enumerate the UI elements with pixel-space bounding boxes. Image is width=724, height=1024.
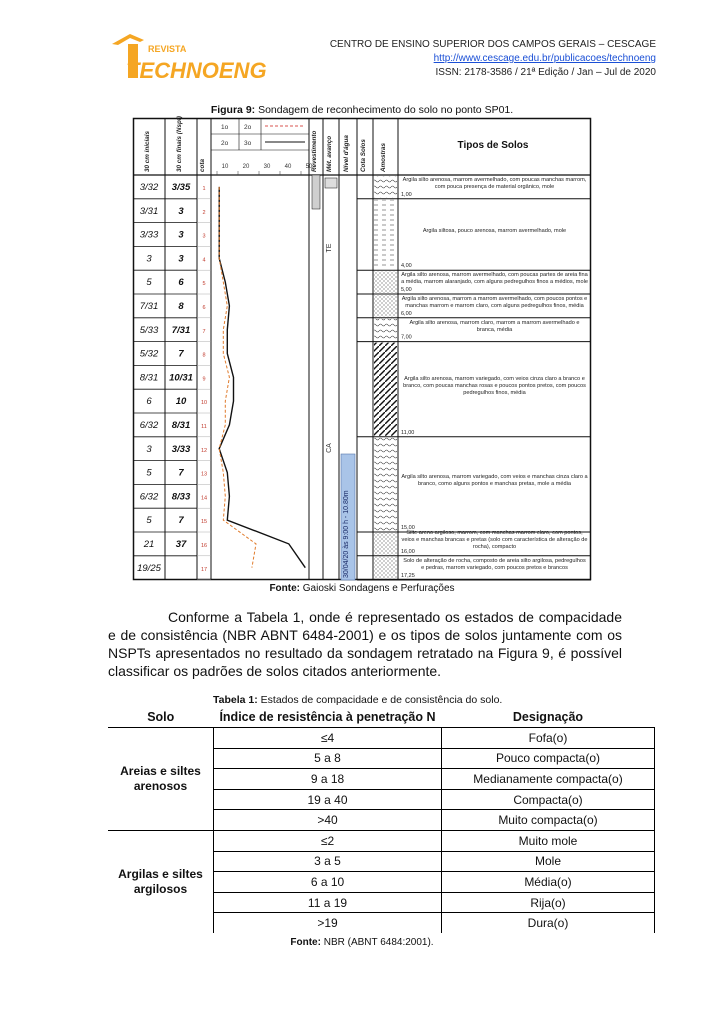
nspt-curve-dashed <box>219 187 256 568</box>
final-blows: 8 <box>178 301 184 312</box>
depth-index: 17 <box>200 566 208 573</box>
final-blows: 7/31 <box>171 324 191 336</box>
soil-group-clay: Argilas e siltes argilosos <box>118 866 203 896</box>
layer-description: Argila silto arenosa, marrom a marrom avermelhado, com poucos pontos e manchas marrom e marrom claro, com alguns pedregulhos finos, média <box>401 295 588 309</box>
scale-tick-label: 20 <box>242 164 250 170</box>
compactness-table <box>108 707 655 933</box>
layer-description-box <box>401 272 588 286</box>
column-header: 30 cm finais (Nspt) <box>176 116 183 172</box>
journal-link[interactable]: http://www.cescage.edu.br/publicacoes/technoeng <box>433 53 656 64</box>
final-blows: 3 <box>178 253 184 265</box>
scale-tick-label: 50 <box>305 164 313 170</box>
layer-depth: 6,00 <box>401 310 412 317</box>
casing-bar <box>312 175 320 209</box>
initial-blows: 5 <box>146 277 152 289</box>
header-solo: Solo <box>108 707 214 728</box>
borehole-log-drawing <box>133 118 591 580</box>
n-value: ≤4 <box>214 728 442 749</box>
page-header <box>330 38 656 80</box>
column-header: 30 cm iniciais <box>144 131 151 172</box>
layer-description-box <box>401 530 588 551</box>
figure-caption <box>0 104 724 116</box>
figure-source <box>0 583 724 594</box>
layer-description-box <box>401 558 588 572</box>
initial-blows: 6/32 <box>139 420 159 431</box>
layer-description-box <box>401 439 588 524</box>
sample-pattern <box>374 533 397 555</box>
table-caption-label: Tabela 1: <box>213 694 258 706</box>
scale-tick-label: 40 <box>284 164 292 170</box>
logo-small-text: REVISTA <box>148 44 187 54</box>
final-blows: 3/33 <box>171 443 191 455</box>
initial-blows: 8/31 <box>139 372 159 384</box>
table-source-label: Fonte: <box>290 937 321 948</box>
layer-depth: 1,00 <box>401 191 412 198</box>
layer-depth: 4,00 <box>401 263 412 270</box>
depth-index: 5 <box>202 281 206 288</box>
initial-blows: 19/25 <box>137 562 161 574</box>
nspt-curve-solid <box>219 187 305 568</box>
initial-blows: 7/31 <box>139 301 159 312</box>
depth-index: 4 <box>202 257 206 264</box>
layer-description-box <box>401 320 588 334</box>
designation: Fofa(o) <box>442 728 655 749</box>
sample-pattern <box>374 176 397 198</box>
depth-index: 11 <box>201 424 207 430</box>
layer-description: Argila siltosa, pouco arenosa, marrom avermelhado, mole <box>422 227 567 234</box>
column-header: Amostras <box>380 142 387 172</box>
layer-description: Argila silto arenosa, marrom avermelhado, com poucas manchas marrom, com pouca presença de material orgânico, mole <box>402 176 587 190</box>
n-value: 6 a 10 <box>214 872 442 893</box>
sample-pattern <box>374 200 397 269</box>
final-blows: 37 <box>175 539 187 550</box>
depth-index: 2 <box>202 209 206 216</box>
initial-blows: 5/33 <box>139 324 159 336</box>
n-value: >19 <box>214 913 442 933</box>
initial-blows: 3/32 <box>139 182 159 193</box>
final-blows: 3/35 <box>171 182 191 193</box>
designation: Muito compacta(o) <box>442 810 655 831</box>
initial-blows: 5 <box>146 515 152 527</box>
table-source <box>0 937 724 948</box>
final-blows: 7 <box>178 348 184 360</box>
legend-1o: 1o <box>221 124 229 131</box>
soil-types-title: Tipos de Solos <box>457 140 529 151</box>
sample-pattern <box>374 343 397 436</box>
figure-source-label: Fonte: <box>269 583 300 594</box>
n-value: ≤2 <box>214 830 442 851</box>
sample-pattern <box>374 295 397 317</box>
designation: Mole <box>442 851 655 872</box>
spt-rows <box>133 182 211 580</box>
column-header: cota <box>199 159 206 172</box>
final-blows: 7 <box>178 467 184 479</box>
layer-depth: 15,00 <box>401 525 415 531</box>
borehole-log-figure <box>133 118 591 580</box>
table-caption-text: Estados de compacidade e de consistência do solo. <box>257 694 503 706</box>
sample-pattern <box>374 319 397 341</box>
layer-description: Argila silto arenosa, marrom variegado, com veios cinza claro a branco e branco, com poucas manchas rosas e poucos pontos pretos, com poucos pedregulhos finos, média <box>403 375 586 396</box>
legend-2o-b: 2o <box>221 140 229 147</box>
column-header: Nível d'água <box>343 135 350 172</box>
scale-tick-label: 30 <box>263 164 271 170</box>
sample-pattern <box>374 271 397 293</box>
final-blows: 3 <box>178 205 184 217</box>
method-ca-label: CA <box>326 443 333 453</box>
nspt-scale <box>217 164 313 175</box>
n-value: 5 a 8 <box>214 748 442 769</box>
journal-logo <box>110 30 300 86</box>
initial-blows: 3/31 <box>139 205 159 217</box>
logo-mark <box>112 34 144 45</box>
depth-index: 14 <box>200 495 208 502</box>
n-value: >40 <box>214 810 442 831</box>
layer-description-box <box>401 296 588 310</box>
initial-blows: 6 <box>146 396 152 408</box>
layer-description-box <box>401 344 588 429</box>
method-te-block <box>325 178 337 188</box>
table-row <box>108 830 655 851</box>
header-designacao: Designação <box>442 707 655 728</box>
designation: Muito mole <box>442 830 655 851</box>
soil-layers <box>357 176 591 580</box>
layer-depth: 11,00 <box>401 429 415 436</box>
table-row <box>108 728 655 749</box>
table-caption <box>213 694 502 706</box>
layer-description: Argila silto arenosa, marrom variegado, com veios e manchas cinza claro a branco, como alguns pontos e manchas pretas, mole a média <box>401 474 588 488</box>
depth-index: 3 <box>202 233 206 240</box>
sample-pattern <box>374 557 397 579</box>
layer-description-box <box>401 201 588 262</box>
depth-index: 13 <box>200 471 208 478</box>
depth-index: 12 <box>200 447 208 454</box>
figure-caption-label: Figura 9: <box>210 104 256 116</box>
depth-index: 7 <box>202 328 206 335</box>
column-header: Cota Solos <box>360 139 367 172</box>
final-blows: 10 <box>175 396 187 408</box>
designation: Medianamente compacta(o) <box>442 769 655 790</box>
method-te-label: TE <box>326 243 333 253</box>
depth-index: 16 <box>200 543 208 549</box>
depth-index: 9 <box>202 376 206 383</box>
initial-blows: 21 <box>143 539 155 550</box>
initial-blows: 3 <box>146 253 152 265</box>
depth-index: 1 <box>202 186 206 192</box>
n-value: 3 a 5 <box>214 851 442 872</box>
initial-blows: 6/32 <box>139 491 159 503</box>
depth-index: 10 <box>200 400 208 407</box>
layer-description: Solo de alteração de rocha, composto de areia silto argilosa, pedregulhos e pedras, marrom variegado, com poucos pretos e brancos <box>403 557 586 571</box>
initial-blows: 5/32 <box>139 348 159 360</box>
legend-3o: 3o <box>244 140 252 147</box>
layer-description: Argila silto arenosa, marrom claro, marrom a marrom avermelhado e branca, média <box>409 319 580 333</box>
final-blows: 6 <box>178 277 184 289</box>
column-header: Revestimento <box>311 130 318 172</box>
figure-source-text: Gaioski Sondagens e Perfurações <box>300 583 455 594</box>
designation: Rija(o) <box>442 892 655 913</box>
figure-caption-text: Sondagem de reconhecimento do solo no ponto SP01. <box>255 104 514 116</box>
scale-tick-label: 10 <box>221 164 229 170</box>
layer-description: Argila silto arenosa, marrom avermelhado, com poucas partes de areia fina a média, marrom alaranjado, com alguns pedregulhos finos a médios, mole <box>401 272 588 286</box>
designation: Compacta(o) <box>442 789 655 810</box>
designation: Média(o) <box>442 872 655 893</box>
legend-2o-a: 2o <box>244 124 252 131</box>
final-blows: 8/31 <box>171 420 191 431</box>
institution-name: CENTRO DE ENSINO SUPERIOR DOS CAMPOS GERAIS – CESCAGE <box>329 39 656 50</box>
depth-index: 6 <box>202 305 206 311</box>
table-source-text: NBR (ABNT 6484:2001). <box>320 937 434 948</box>
column-header: Mét. avanço <box>326 135 333 172</box>
designation: Dura(o) <box>442 913 655 933</box>
n-value: 9 a 18 <box>214 769 442 790</box>
initial-blows: 3 <box>146 443 152 455</box>
issn-line: ISSN: 2178-3586 / 21ª Edição / Jan – Jul de 2020 <box>435 67 656 78</box>
initial-blows: 3/33 <box>139 229 159 241</box>
layer-depth: 17,25 <box>401 573 415 579</box>
body-paragraph: Conforme a Tabela 1, onde é representado os estados de compacidade e de consistência (NBR ABNT 6484-2001) e os tipos de solos juntamente com os NSPTs apresentados no resultado da sondagem retratado na Figura 9, é possível classificar os padrões de solos citados anteriormente. <box>108 609 622 679</box>
designation: Pouco compacta(o) <box>442 748 655 769</box>
final-blows: 7 <box>178 515 184 527</box>
layer-depth: 7,00 <box>401 334 412 341</box>
final-blows: 3 <box>178 229 184 241</box>
depth-index: 15 <box>200 519 208 526</box>
final-blows: 10/31 <box>169 372 193 384</box>
header-indice: Índice de resistência à penetração N <box>214 707 442 728</box>
depth-index: 8 <box>202 352 206 359</box>
layer-description: Silte areno argiloso, marrom, com manchas marrom claro, com pontos, veios e manchas brancas e pretas (solo com característica de alteração de rocha), compacto <box>401 530 588 551</box>
n-value: 19 a 40 <box>214 789 442 810</box>
layer-depth: 5,00 <box>401 287 412 293</box>
water-level-label: 30/04/20 às 9:00 h - 10.80m <box>343 490 350 578</box>
n-value: 11 a 19 <box>214 892 442 913</box>
layer-description-box <box>401 177 588 191</box>
final-blows: 8/33 <box>171 491 191 503</box>
soil-group-sand: Areias e siltes arenosos <box>108 728 214 831</box>
initial-blows: 5 <box>146 467 152 479</box>
layer-depth: 16,00 <box>401 548 415 555</box>
logo-big-text: TECHNOENG <box>126 58 267 83</box>
sample-pattern <box>374 438 397 531</box>
